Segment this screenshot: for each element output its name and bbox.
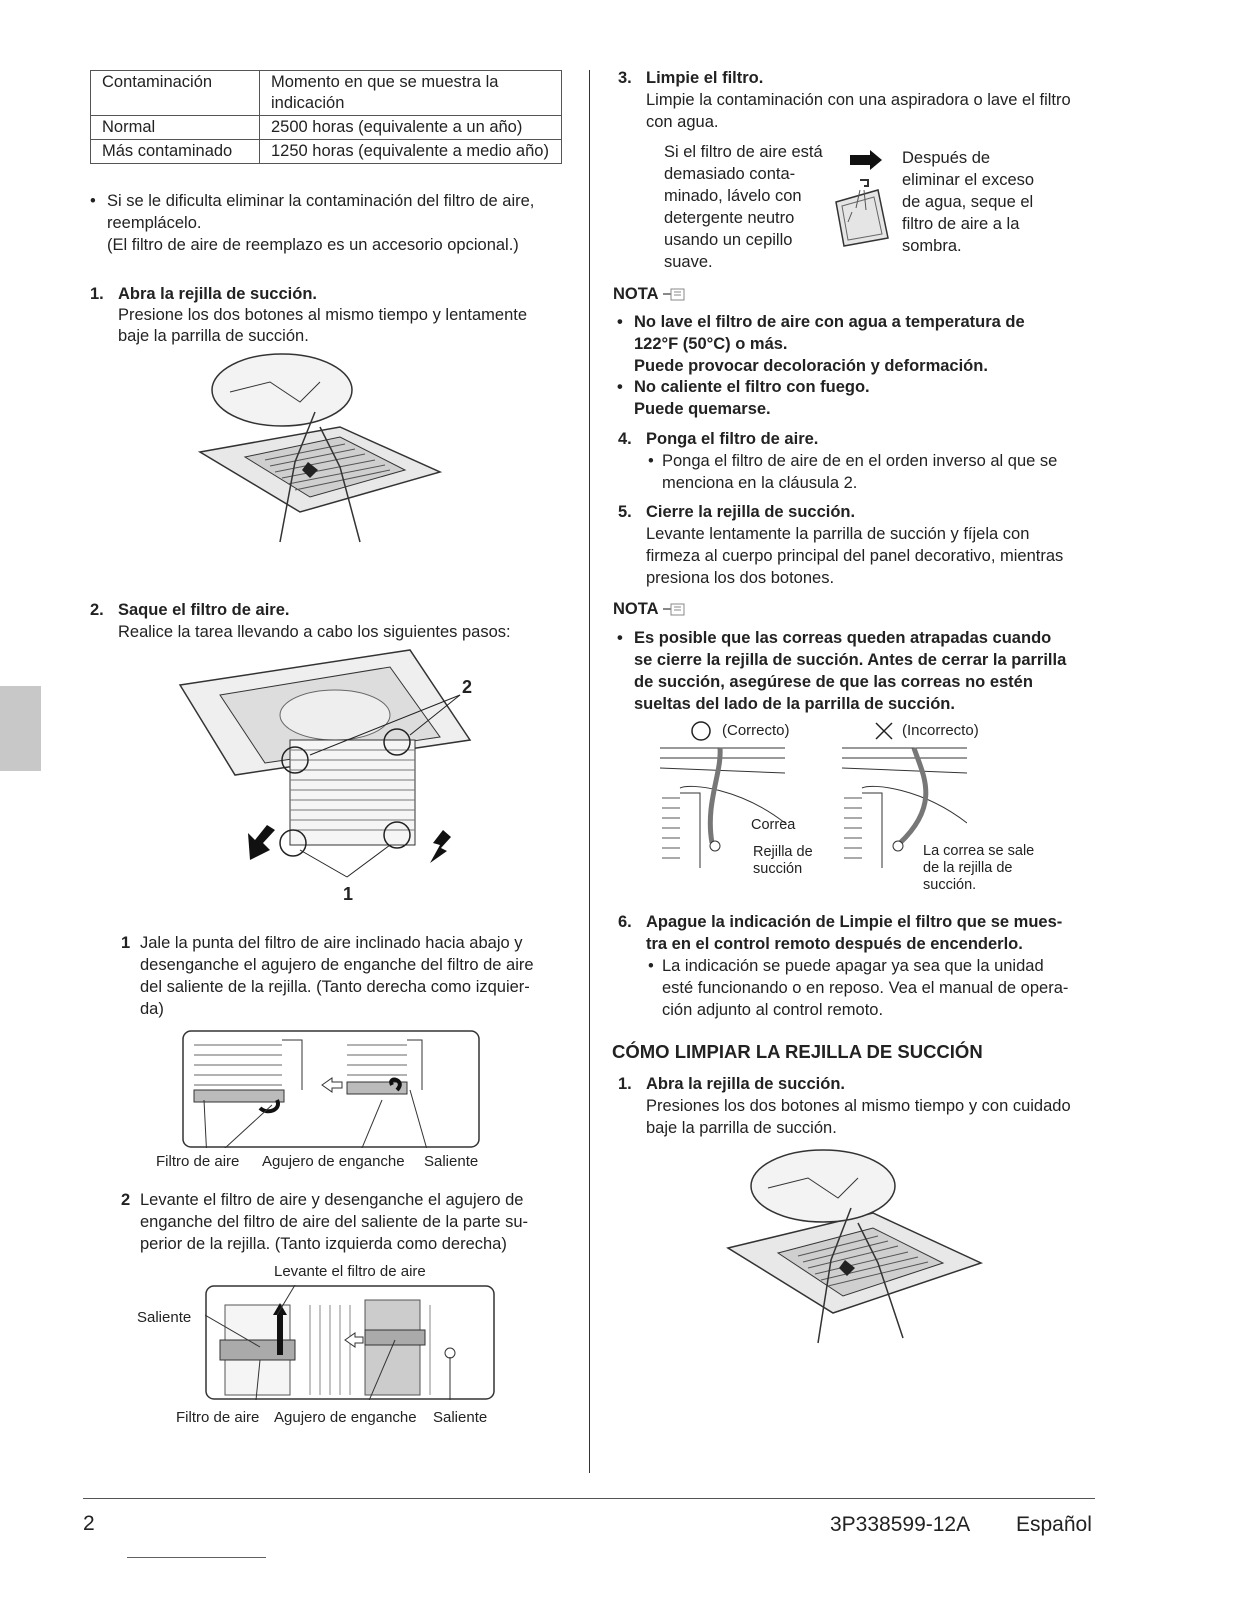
note-text: No lave el filtro de aire con agua a temperatura de — [634, 313, 1025, 331]
unhook-filter-illustration — [182, 1030, 480, 1148]
step-text: Presione los dos botones al mismo tiempo y lentamente — [118, 306, 528, 324]
open-grille-illustration — [723, 1148, 985, 1348]
note-icon — [663, 287, 685, 301]
note-heading — [613, 598, 685, 620]
bullet-dot: • — [617, 313, 623, 331]
step-text: ción adjunto al control remoto. — [662, 1001, 884, 1019]
figure-label: Correa — [751, 817, 796, 833]
bullet-text: Si se le dificulta eliminar la contaminación del filtro de aire, — [107, 192, 535, 210]
wash-instructions — [664, 141, 823, 273]
table-cell: Más contaminado — [91, 140, 260, 164]
dry-line: Después de — [902, 149, 991, 167]
step-text: Realice la tarea llevando a cabo los siguientes pasos: — [118, 623, 511, 641]
contamination-table — [90, 70, 562, 164]
step-title: Cierre la rejilla de succión. — [646, 503, 856, 521]
figure-label — [753, 844, 813, 878]
step-title: Abra la rejilla de succión. — [646, 1075, 845, 1093]
step-number: 1. — [90, 285, 104, 303]
figure-label: (Correcto) — [722, 722, 790, 739]
substep-text: desenganche el agujero de enganche del filtro de aire — [140, 956, 534, 974]
step-title: Limpie el filtro. — [646, 69, 764, 87]
document-code: 3P338599-12A — [830, 1513, 971, 1536]
label-line: La correa se sale — [923, 843, 1035, 859]
note-text: Puede provocar decoloración y deformación. — [634, 357, 988, 375]
substep-number: 2 — [121, 1191, 131, 1209]
figure-label: Filtro de aire — [176, 1409, 260, 1426]
step-text: baje la parrilla de succión. — [646, 1119, 837, 1137]
bullet-dot: • — [617, 629, 623, 647]
label-line: succión — [753, 861, 803, 877]
figure-callout: 2 — [462, 677, 473, 697]
label-line: succión. — [923, 877, 977, 893]
wash-line: Si el filtro de aire está — [664, 143, 823, 161]
side-tab-marker — [0, 686, 41, 771]
figure-label: Saliente — [424, 1153, 479, 1170]
substep-text: del saliente de la rejilla. (Tanto derecha como izquier- — [140, 978, 530, 996]
wash-line: usando un cepillo — [664, 231, 793, 249]
step-text: esté funcionando o en reposo. Vea el manual de opera- — [662, 979, 1069, 997]
bullet-text: reemplácelo. — [107, 214, 202, 232]
footer-link-underline[interactable] — [127, 1557, 266, 1558]
figure-label — [923, 843, 1034, 894]
figure-label: (Incorrecto) — [902, 722, 979, 739]
remove-filter-illustration — [175, 645, 475, 880]
dry-line: eliminar el exceso — [902, 171, 1035, 189]
figure-label: Filtro de aire — [156, 1153, 240, 1170]
substep-text: perior de la rejilla. (Tanto izquierda como derecha) — [140, 1235, 507, 1253]
note-text: se cierre la rejilla de succión. Antes de cerrar la parrilla — [634, 651, 1067, 669]
wash-line: suave. — [664, 253, 713, 271]
step-text: menciona en la cláusula 2. — [662, 474, 858, 492]
substep-text: Jale la punta del filtro de aire inclinado hacia abajo y — [140, 934, 523, 952]
step-text: presiona los dos botones. — [646, 569, 835, 587]
step-text: Levante lentamente la parrilla de succión y fíjela con — [646, 525, 1030, 543]
step-text: Ponga el filtro de aire de en el orden inverso al que se — [662, 452, 1058, 470]
label-line: de la rejilla de — [923, 860, 1013, 876]
table-cell: Momento en que se muestra la indicación — [260, 71, 562, 116]
substep-text: enganche del filtro de aire del saliente de la parte su- — [140, 1213, 528, 1231]
step-title: Ponga el filtro de aire. — [646, 430, 819, 448]
substep-text: Levante el filtro de aire y desenganche el agujero de — [140, 1191, 524, 1209]
step-title: tra en el control remoto después de encenderlo. — [646, 935, 1023, 953]
step-text: La indicación se puede apagar ya sea que la unidad — [662, 957, 1044, 975]
wash-line: minado, lávelo con — [664, 187, 802, 205]
wash-line: detergente neutro — [664, 209, 795, 227]
column-divider — [589, 70, 590, 1473]
table-cell: Contaminación — [91, 71, 260, 116]
table-cell: Normal — [91, 116, 260, 140]
footer-rule — [83, 1498, 1095, 1499]
incorrect-x-icon — [873, 720, 895, 742]
step-number: 6. — [618, 913, 632, 931]
page-number: 2 — [83, 1512, 95, 1535]
step-text: Presiones los dos botones al mismo tiempo y con cuidado — [646, 1097, 1071, 1115]
substep-number: 1 — [121, 934, 131, 952]
step-title: Abra la rejilla de succión. — [118, 285, 317, 303]
step-text: con agua. — [646, 113, 719, 131]
table-row — [91, 116, 562, 140]
washing-filter-illustration — [830, 150, 892, 250]
table-cell: 2500 horas (equivalente a un año) — [260, 116, 562, 140]
step-text: Limpie la contaminación con una aspiradora o lave el filtro — [646, 91, 1071, 109]
note-heading — [613, 283, 685, 305]
note-text: de succión, asegúrese de que las correas no estén — [634, 673, 1033, 691]
dry-line: sombra. — [902, 237, 962, 255]
step-number: 5. — [618, 503, 632, 521]
bullet-dot: • — [90, 192, 96, 210]
section-heading: CÓMO LIMPIAR LA REJILLA DE SUCCIÓN — [612, 1041, 983, 1062]
step-number: 1. — [618, 1075, 632, 1093]
dry-line: filtro de aire a la — [902, 215, 1020, 233]
language-label: Español — [1016, 1513, 1092, 1536]
note-text: 122°F (50°C) o más. — [634, 335, 788, 353]
table-cell: 1250 horas (equivalente a medio año) — [260, 140, 562, 164]
figure-label: Saliente — [433, 1409, 488, 1426]
wash-line: demasiado conta- — [664, 165, 796, 183]
step-title: Apague la indicación de Limpie el filtro que se mues- — [646, 913, 1063, 931]
bullet-dot: • — [648, 957, 654, 975]
correct-circle-icon — [690, 720, 712, 742]
step-title: Saque el filtro de aire. — [118, 601, 290, 619]
dry-line: de agua, seque el — [902, 193, 1034, 211]
step-number: 2. — [90, 601, 104, 619]
table-row — [91, 71, 562, 116]
note-text: Es posible que las correas queden atrapadas cuando — [634, 629, 1052, 647]
dry-instructions — [902, 147, 1034, 257]
note-label: NOTA — [613, 600, 659, 618]
bullet-dot: • — [648, 452, 654, 470]
step-text: firmeza al cuerpo principal del panel decorativo, mientras — [646, 547, 1064, 565]
figure-label: Agujero de enganche — [274, 1409, 417, 1426]
bullet-dot: • — [617, 378, 623, 396]
figure-label: Levante el filtro de aire — [274, 1263, 426, 1280]
label-line: Rejilla de — [753, 844, 813, 860]
note-text: sueltas del lado de la parrilla de succión. — [634, 695, 955, 713]
figure-callout: 1 — [343, 884, 354, 904]
table-row — [91, 140, 562, 164]
note-text: Puede quemarse. — [634, 400, 771, 418]
substep-text: da) — [140, 1000, 164, 1018]
open-grille-illustration — [190, 352, 450, 552]
note-icon — [663, 602, 685, 616]
figure-label: Saliente — [137, 1309, 192, 1326]
bullet-text: (El filtro de aire de reemplazo es un accesorio opcional.) — [107, 236, 519, 254]
note-text: No caliente el filtro con fuego. — [634, 378, 870, 396]
figure-label: Agujero de enganche — [262, 1153, 405, 1170]
note-label: NOTA — [613, 285, 659, 303]
step-number: 3. — [618, 69, 632, 87]
step-number: 4. — [618, 430, 632, 448]
lift-filter-illustration — [205, 1285, 495, 1400]
step-text: baje la parrilla de succión. — [118, 327, 309, 345]
